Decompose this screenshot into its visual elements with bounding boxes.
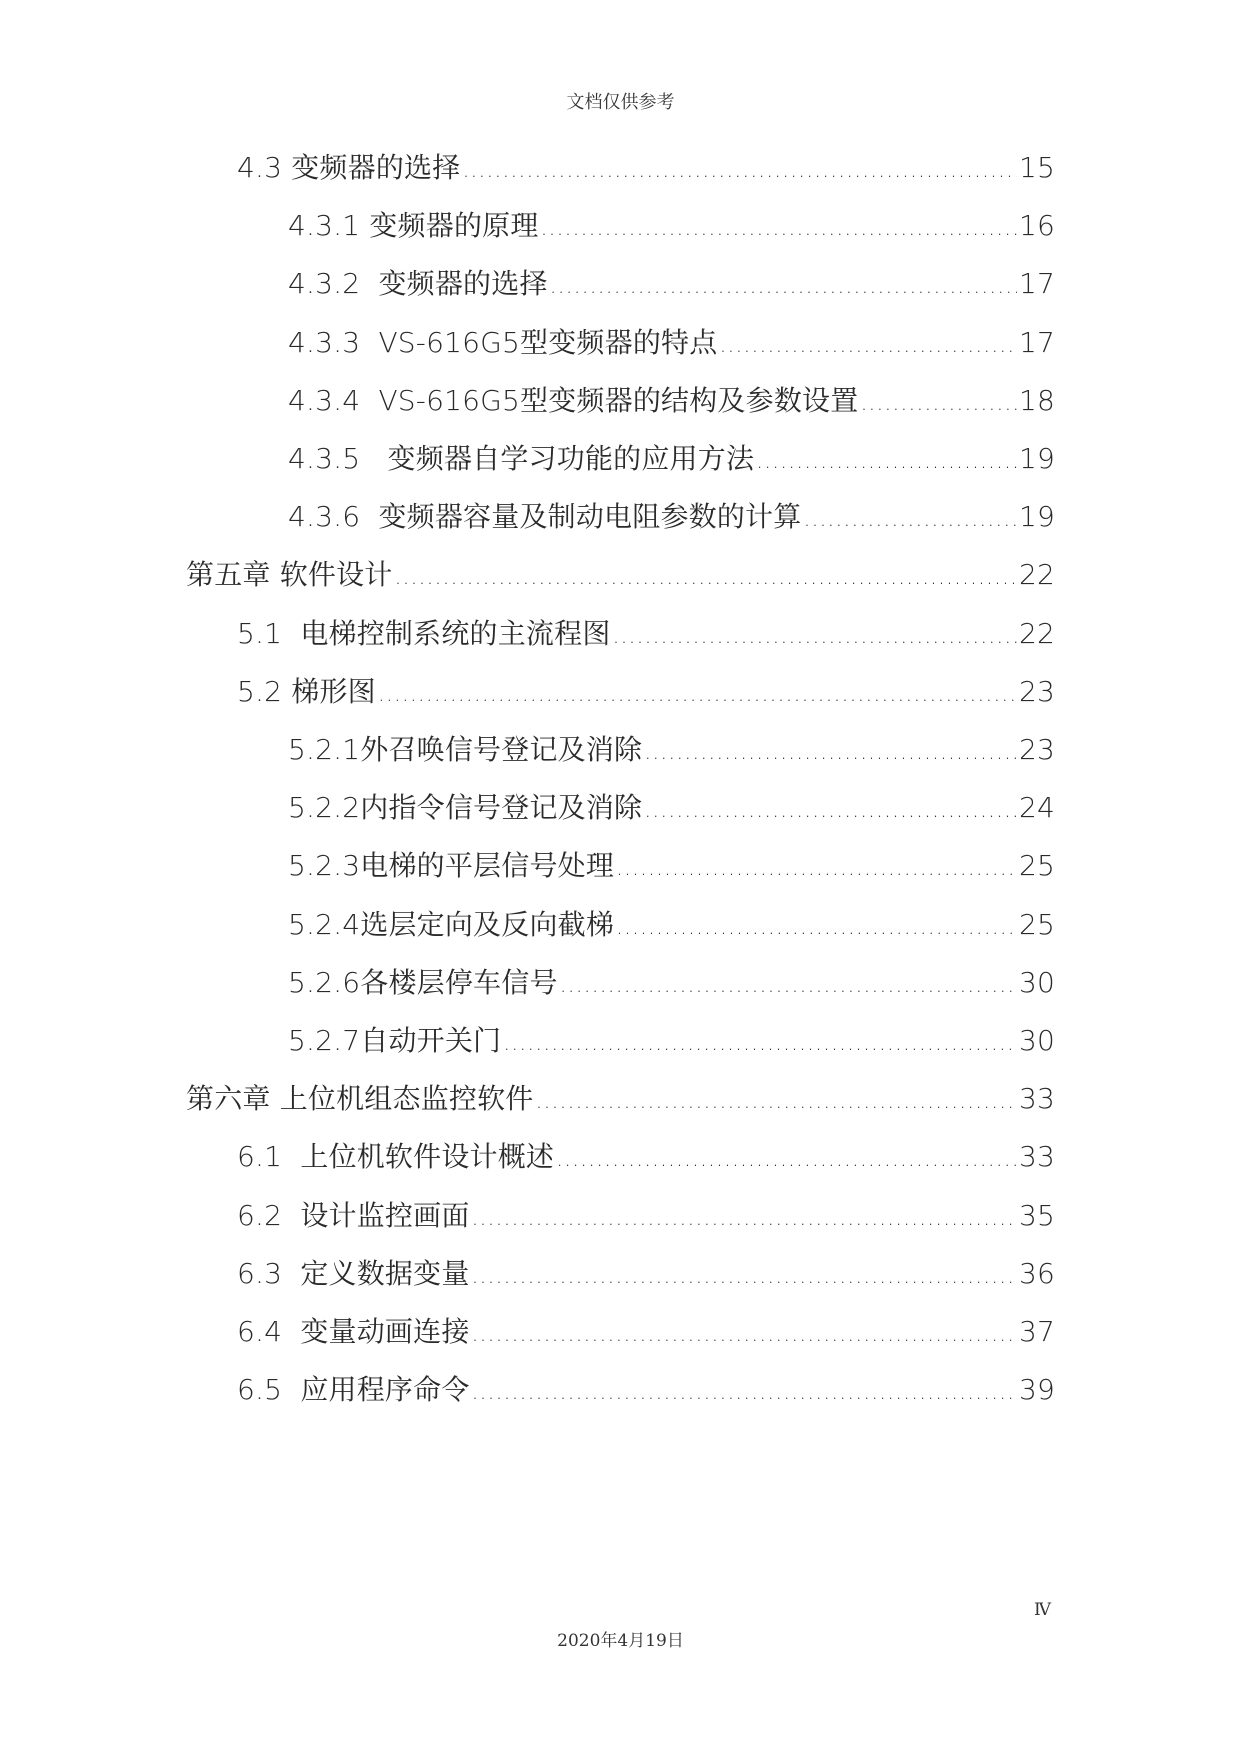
toc-entry-page: 23 <box>1018 733 1055 766</box>
toc-entry-title: 4.3.3 VS-616G5型变频器的特点 <box>288 326 718 359</box>
toc-dot-leader <box>395 558 1017 591</box>
toc-dot-leader <box>560 966 1017 999</box>
toc-entry[interactable] <box>288 786 1055 826</box>
toc-entry[interactable] <box>288 728 1055 768</box>
toc-entry[interactable] <box>237 146 1055 186</box>
toc-dot-leader <box>378 675 1017 708</box>
toc-entry-title: 5.2.4选层定向及反向截梯 <box>288 908 615 941</box>
toc-entry[interactable] <box>237 612 1055 652</box>
toc-dot-leader <box>541 209 1017 242</box>
page-number: Ⅳ <box>1034 1600 1051 1620</box>
toc-dot-leader <box>536 1082 1017 1115</box>
toc-entry-page: 18 <box>1018 384 1055 417</box>
toc-entry[interactable] <box>237 1368 1055 1408</box>
toc-entry-page: 19 <box>1018 442 1055 475</box>
toc-dot-leader <box>644 791 1017 824</box>
toc-dot-leader <box>644 733 1017 766</box>
toc-entry[interactable] <box>288 321 1055 361</box>
toc-dot-leader <box>756 442 1017 475</box>
toc-entry-page: 33 <box>1018 1082 1055 1115</box>
toc-entry-page: 17 <box>1018 326 1055 359</box>
toc-entry-page: 39 <box>1018 1373 1055 1406</box>
toc-dot-leader <box>503 1024 1017 1057</box>
toc-entry[interactable] <box>186 1077 1055 1117</box>
toc-entry[interactable] <box>237 1252 1055 1292</box>
toc-entry-page: 22 <box>1018 617 1055 650</box>
toc-entry-page: 36 <box>1018 1257 1055 1290</box>
toc-entry-title: 5.2.1外召唤信号登记及消除 <box>288 733 643 766</box>
toc-entry-title: 5.2.6各楼层停车信号 <box>288 966 558 999</box>
toc-entry[interactable] <box>288 903 1055 943</box>
toc-entry-page: 25 <box>1018 908 1055 941</box>
toc-dot-leader <box>550 267 1017 300</box>
toc-entry-title: 第六章 上位机组态监控软件 <box>186 1082 534 1115</box>
toc-entry-title: 5.2.2内指令信号登记及消除 <box>288 791 643 824</box>
toc-entry[interactable] <box>288 961 1055 1001</box>
toc-dot-leader <box>613 617 1017 650</box>
toc-entry-title: 6.4 变量动画连接 <box>237 1315 470 1348</box>
footer-date: 2020年4月19日 <box>557 1631 684 1651</box>
toc-entry[interactable] <box>288 1019 1055 1059</box>
toc-entry-title: 5.2 梯形图 <box>237 675 376 708</box>
toc-dot-leader <box>472 1257 1017 1290</box>
toc-entry[interactable] <box>186 553 1055 593</box>
toc-entry-title: 5.1 电梯控制系统的主流程图 <box>237 617 611 650</box>
toc-entry[interactable] <box>288 379 1055 419</box>
toc-dot-leader <box>556 1140 1017 1173</box>
toc-entry-page: 16 <box>1018 209 1055 242</box>
toc-entry-page: 30 <box>1018 1024 1055 1057</box>
toc-entry[interactable] <box>288 437 1055 477</box>
toc-entry-page: 23 <box>1018 675 1055 708</box>
toc-entry-title: 4.3.4 VS-616G5型变频器的结构及参数设置 <box>288 384 859 417</box>
toc-entry[interactable] <box>237 1310 1055 1350</box>
toc-entry-page: 35 <box>1018 1199 1055 1232</box>
toc-entry-title: 6.3 定义数据变量 <box>237 1257 470 1290</box>
toc-entry-page: 37 <box>1018 1315 1055 1348</box>
toc-dot-leader <box>462 151 1017 184</box>
toc-entry-page: 25 <box>1018 849 1055 882</box>
toc-entry-page: 33 <box>1018 1140 1055 1173</box>
toc-entry-title: 4.3 变频器的选择 <box>237 151 461 184</box>
toc-entry-page: 30 <box>1018 966 1055 999</box>
toc-dot-leader <box>616 849 1017 882</box>
toc-entry[interactable] <box>288 262 1055 302</box>
toc-entry-title: 第五章 软件设计 <box>186 558 393 591</box>
toc-entry-title: 4.3.6 变频器容量及制动电阻参数的计算 <box>288 500 802 533</box>
toc-entry[interactable] <box>288 204 1055 244</box>
toc-entry-title: 5.2.7自动开关门 <box>288 1024 502 1057</box>
toc-entry[interactable] <box>288 844 1055 884</box>
toc-entry-page: 17 <box>1018 267 1055 300</box>
toc-entry-title: 4.3.5 变频器自学习功能的应用方法 <box>288 442 755 475</box>
toc-entry[interactable] <box>237 1135 1055 1175</box>
toc-entry-title: 5.2.3电梯的平层信号处理 <box>288 849 615 882</box>
toc-entry-title: 6.1 上位机软件设计概述 <box>237 1140 555 1173</box>
toc-dot-leader <box>616 908 1017 941</box>
toc-entry-page: 19 <box>1018 500 1055 533</box>
toc-entry-title: 4.3.1 变频器的原理 <box>288 209 539 242</box>
toc-dot-leader <box>472 1373 1017 1406</box>
toc-entry-title: 6.5 应用程序命令 <box>237 1373 470 1406</box>
toc-entry-page: 24 <box>1018 791 1055 824</box>
toc-dot-leader <box>472 1315 1017 1348</box>
toc-entry-title: 6.2 设计监控画面 <box>237 1199 470 1232</box>
toc-entry[interactable] <box>288 495 1055 535</box>
toc-entry[interactable] <box>237 670 1055 710</box>
toc-dot-leader <box>860 384 1017 417</box>
toc-entry[interactable] <box>237 1194 1055 1234</box>
toc-dot-leader <box>472 1199 1017 1232</box>
toc-entry-title: 4.3.2 变频器的选择 <box>288 267 548 300</box>
toc-dot-leader <box>719 326 1017 359</box>
toc-dot-leader <box>803 500 1017 533</box>
toc-entry-page: 15 <box>1018 151 1055 184</box>
toc-entry-page: 22 <box>1018 558 1055 591</box>
page-header: 文档仅供参考 <box>566 92 675 113</box>
